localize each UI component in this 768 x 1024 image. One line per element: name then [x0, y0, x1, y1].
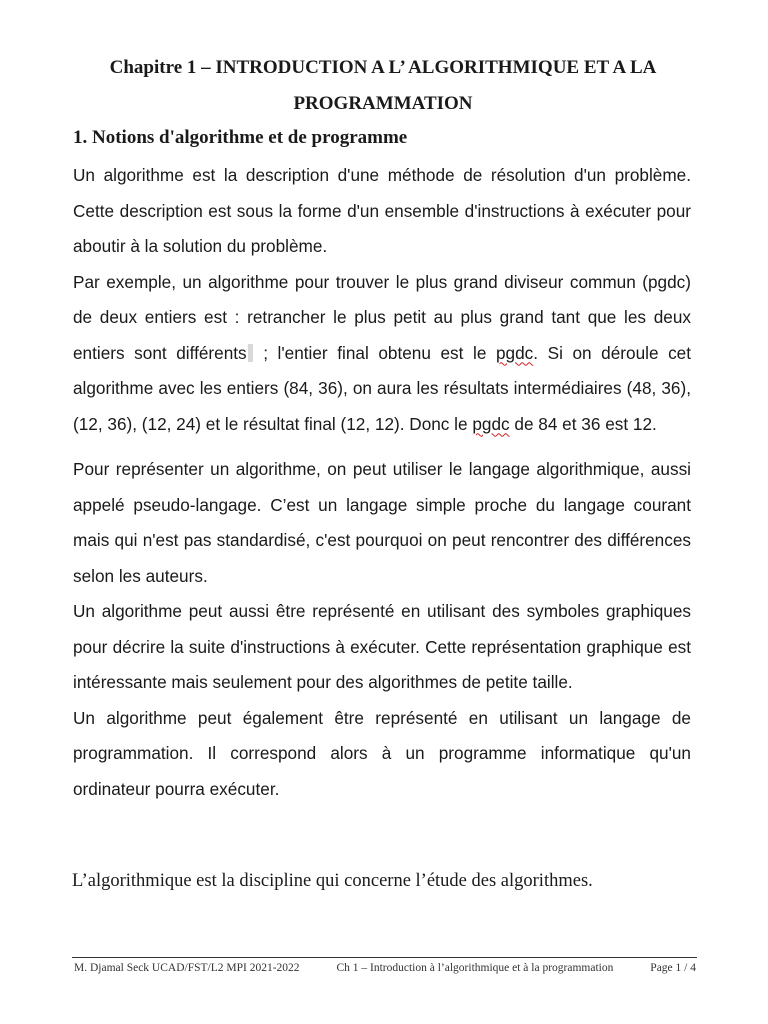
spellcheck-word-pgdc-2: pgdc [472, 413, 510, 434]
footer-author: M. Djamal Seck UCAD/FST/L2 MPI 2021-2022 [74, 962, 300, 974]
text-cursor-marker [248, 344, 253, 362]
paragraph-definition: Un algorithme est la description d'une méthode de résolution d'un problème. Cette description est sous la forme d'un ensemble d'instructions à exécuter pour aboutir à la solution du problème. [73, 165, 691, 256]
paragraph-graphic-symbols: Un algorithme peut aussi être représenté en utilisant des symboles graphiques pour décrire la suite d'instructions à exécuter. Cette représentation graphique est intéressante mais seulement pour des algorithmes de petite taille. [73, 601, 691, 692]
section-heading: 1. Notions d'algorithme et de programme [73, 127, 408, 148]
paragraph-pseudo-language: Pour représenter un algorithme, on peut utiliser le langage algorithmique, aussi appelé pseudo-langage. C’est un langage simple proche du langage courant mais qui n'est pas standardisé, c'est pourquoi on peut rencontrer des différences selon les auteurs. [73, 459, 691, 586]
example-text-2: ; l'entier final obtenu est le [253, 342, 496, 363]
paragraph-programming-language: Un algorithme peut également être représenté en utilisant un langage de programmation. Il correspond alors à un programme informatique qu'un ordinateur pourra exécuter. [73, 707, 691, 799]
example-text-4: de 84 et 36 est 12. [509, 413, 657, 434]
example-text-3: . Si on déroule cet algorithme avec les entiers (84, 36), on aura les résultats intermédiaires (48, 36), (12, 36), (12, 24) et le résultat final (12, 12). Donc le [73, 342, 692, 434]
footer-chapter: Ch 1 – Introduction à l’algorithmique et à la programmation [336, 962, 614, 974]
paragraph-example [73, 265, 691, 443]
page-footer [74, 960, 696, 976]
chapter-title: Chapitre 1 – INTRODUCTION A L’ ALGORITHMIQUE ET A LA PROGRAMMATION [109, 57, 657, 114]
footer-page-number: Page 1 / 4 [650, 962, 696, 974]
spellcheck-word-pgdc: pgdc [495, 342, 534, 363]
body-text [73, 158, 691, 807]
example-text-1: Par exemple, un algorithme pour trouver le plus grand diviseur commun (pgdc) de deux entiers est : retrancher le plus petit au plus grand tant que les deux entiers sont différents [73, 271, 691, 363]
closing-statement: L’algorithmique est la discipline qui concerne l’étude des algorithmes. [72, 871, 593, 891]
footer-divider [72, 957, 697, 958]
